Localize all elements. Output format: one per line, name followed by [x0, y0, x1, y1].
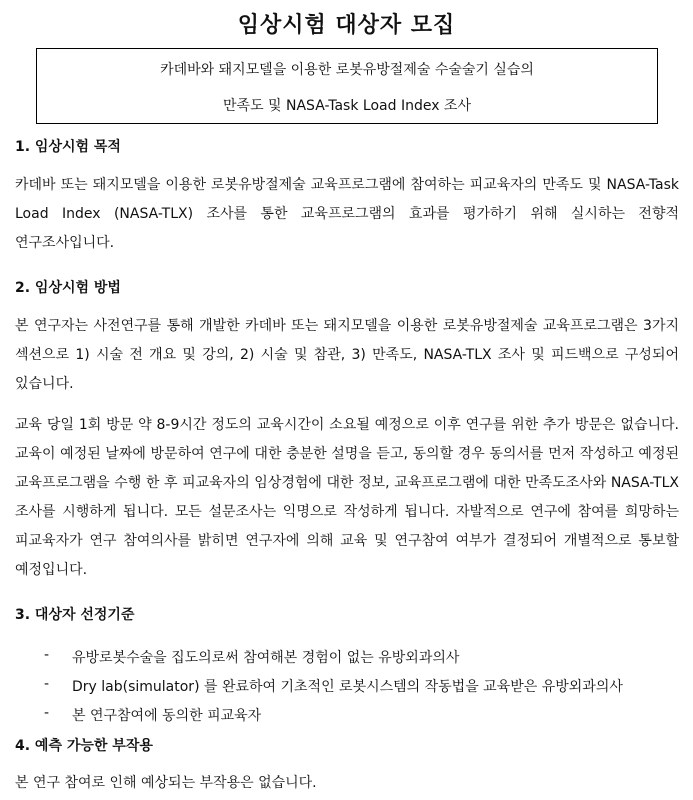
section-2-heading: 2. 임상시험 방법	[15, 280, 121, 296]
subtitle-line-1: 카데바와 돼지모델을 이용한 로봇유방절제술 수술술기 실습의	[160, 62, 534, 78]
criteria-item-3: 본 연구참여에 동의한 피교육자	[72, 708, 262, 724]
section-2-paragraph-1: 본 연구자는 사전연구를 통해 개발한 카데바 또는 돼지모델을 이용한 로봇유방절제술 교육프로그램은 3가지 섹션으로 1) 시술 전 개요 및 강의, 2) 시술 및 참관, 3) 만족도, NASA-TLX 조사 및 피드백으로 구성되어 있습니다.	[15, 318, 679, 392]
section-1-heading: 1. 임상시험 목적	[15, 139, 121, 155]
bullet-marker: -	[44, 676, 50, 692]
section-3-heading: 3. 대상자 선정기준	[15, 607, 135, 623]
bullet-marker: -	[44, 705, 50, 721]
subtitle-box	[36, 48, 658, 124]
subtitle-line-2: 만족도 및 NASA-Task Load Index 조사	[223, 98, 471, 114]
document-title: 임상시험 대상자 모집	[237, 13, 456, 38]
bullet-marker: -	[44, 647, 50, 663]
section-4-paragraph: 본 연구 참여로 인해 예상되는 부작용은 없습니다.	[15, 775, 317, 791]
criteria-item-2: Dry lab(simulator) 를 완료하여 기초적인 로봇시스템의 작동법을 교육받은 유방외과의사	[72, 679, 623, 695]
section-4-heading: 4. 예측 가능한 부작용	[15, 738, 153, 754]
section-2-paragraph-2: 교육 당일 1회 방문 약 8-9시간 정도의 교육시간이 소요될 예정으로 이후 연구를 위한 추가 방문은 없습니다. 교육이 예정된 날짜에 방문하여 연구에 대한 충분한 설명을 듣고, 동의할 경우 동의서를 먼저 작성하고 예정된 교육프로그램을 수행 한 후 피교육자의 임상경험에 대한 정보, 교육프로그램에 대한 만족도조사와 NASA-TLX 조사를 시행하게 됩니다. 모든 설문조사는 익명으로 작성하게 됩니다. 자발적으로 연구에 참여를 희망하는 피교육자가 연구 참여의사를 밝히면 연구자에 의해 교육 및 연구참여 여부가 결정되어 개별적으로 통보할 예정입니다.	[15, 417, 679, 578]
section-1-paragraph: 카데바 또는 돼지모델을 이용한 로봇유방절제술 교육프로그램에 참여하는 피교육자의 만족도 및 NASA-Task Load Index (NASA-TLX) 조사를 통한 교육프로그램의 효과를 평가하기 위해 실시하는 전향적 연구조사입니다.	[15, 177, 679, 251]
criteria-item-1: 유방로봇수술을 집도의로써 참여해본 경험이 없는 유방외과의사	[72, 650, 460, 666]
